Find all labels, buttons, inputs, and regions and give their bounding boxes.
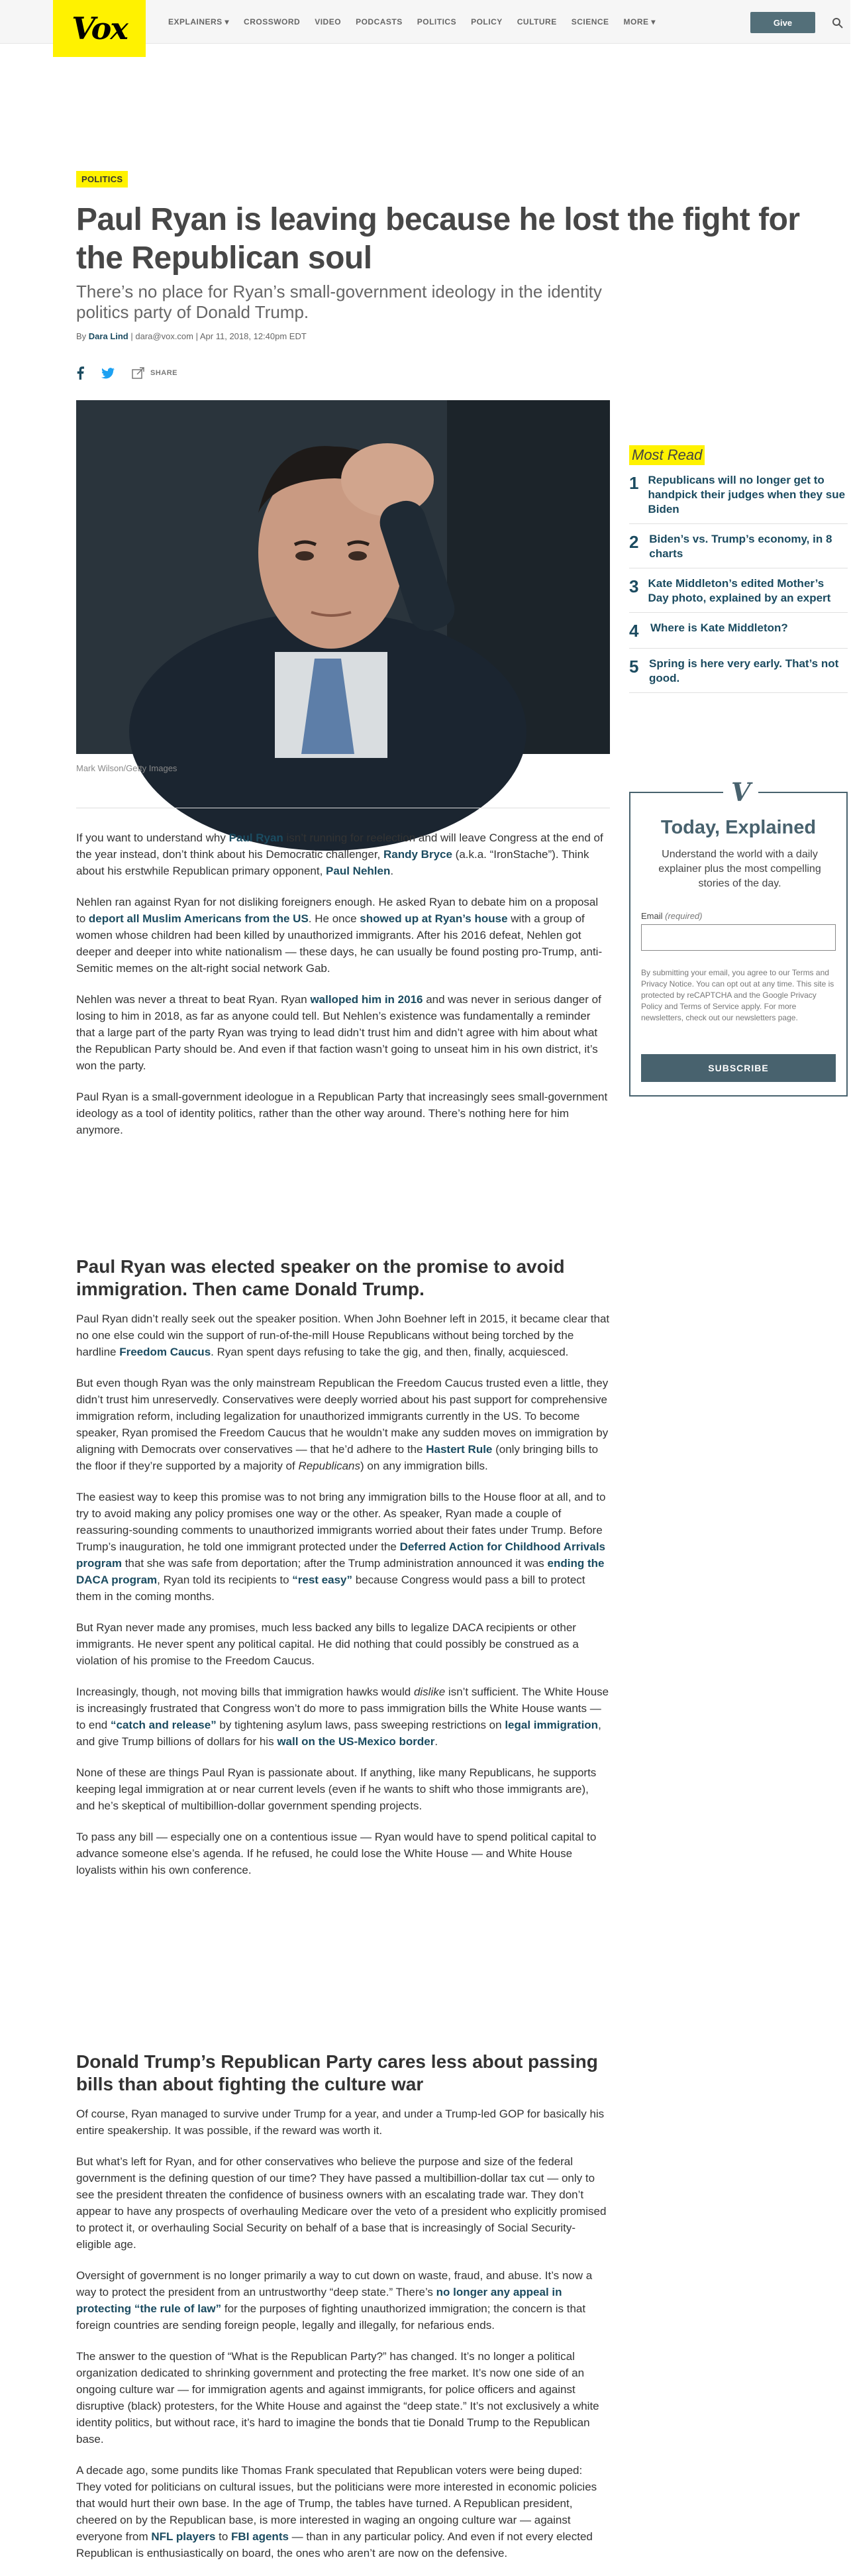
newsletter-signup — [629, 777, 848, 1097]
paragraph-5: Paul Ryan didn’t really seek out the speaker position. When John Boehner left in 2015, it became clear that no one else could win the support of run-of-the-mill House Republicans without being torched by the hardline Freedom Caucus. Ryan spent days refusing to take the gig, and then, finally, acquiesced. — [76, 1313, 610, 1358]
byline: By Dara Lind | dara@vox.com | Apr 11, 2018, 12:40pm EDT — [76, 331, 307, 341]
article-body-1 — [76, 830, 610, 1153]
paragraph-4: Paul Ryan is a small-government ideologue in a Republican Party that increasingly sees small-government ideology as a tool of identity politics, rather than the other way around. There’s nothing here for him anymore. — [76, 1091, 608, 1136]
most-read-item[interactable]: 3 Kate Middleton’s edited Mother’s Day photo, explained by an expert — [629, 568, 848, 613]
nav-culture[interactable]: CULTURE — [517, 17, 557, 27]
email-label: Email (required) — [641, 911, 703, 921]
hero-photo — [76, 400, 610, 754]
photo-illustration — [76, 400, 610, 754]
paragraph-12: Of course, Ryan managed to survive under Trump for a year, and under a Trump-led GOP for basically his entire speakership. It was possible, if the reward was worth it. — [76, 2108, 605, 2137]
article-body-3 — [76, 2106, 610, 2576]
paragraph-7: The easiest way to keep this promise was to not bring any immigration bills to the House floor at all, and to try to avoid making any policy promises one way or the other. As speaker, Ryan made a couple of reassuring-sounding comments to unauthorized immigrants worried about their fates under Trump. Before Trump’s inauguration, he told one immigrant protected under the Deferred Action for Childhood Arrivals program that she was safe from deportation; after the Trump administration announced it was ending the DACA program, Ryan told its recipients to “rest easy” because Congress would pass a bill to protect them in the coming months. — [76, 1491, 606, 1603]
newsletter-fine-print: By submitting your email, you agree to our Terms and Privacy Notice. You can opt out at any time. This site is protected by reCAPTCHA and the Google Privacy Policy and Terms of Service apply. For more newsletters, check out our newsletters page. — [641, 968, 834, 1022]
nav-more[interactable]: MORE ▾ — [623, 17, 656, 27]
link-walloped[interactable]: walloped him in 2016 — [310, 993, 423, 1006]
main-nav — [168, 17, 656, 27]
paragraph-14: Oversight of government is no longer primarily a way to cut down on waste, fraud, and abuse. It’s now a way to protect the president from an untrustworthy “deep state.” There’s no longer any appeal in protecting “the rule of law” for the purposes of fighting unauthorized immigration; the concern is that foreign countries are sending foreign people, legally and illegally, for nefarious ends. — [76, 2269, 593, 2332]
link-daca[interactable]: Deferred Action for Childhood Arrivals program — [76, 1540, 606, 1570]
paragraph-1: If you want to understand why Paul Ryan isn’t running for reelection and will leave Congress at the end of the year instead, don’t think about his Democratic challenger, Randy Bryce (a.k.a. “IronStache”). Think about his erstwhile Republican primary opponent, Paul Nehlen. — [76, 832, 603, 877]
most-read-title: Most Read — [629, 445, 705, 465]
paragraph-13: But what’s left for Ryan, and for other conservatives who believe the purpose and size of the federal government is the defining question of our time? They have passed a multibillion-dollar tax cut — only to see the president threaten the confidence of business owners with an escalating trade war. They don’t appear to have any prospects of overhauling Medicare over the veto of a president who explicitly promised to protect it, or overhauling Social Security on behalf of a base that is increasingly of Social Security-eligible age. — [76, 2155, 607, 2251]
paragraph-10: None of these are things Paul Ryan is passionate about. If anything, like many Republicans, he supports keeping legal immigration at or near current levels (even if he wants to shift who those immigrants are), and he’s skeptical of multibillion-dollar government spending projects. — [76, 1766, 597, 1812]
vox-logo[interactable]: Vox — [53, 0, 146, 57]
link-randy-bryce[interactable]: Randy Bryce — [383, 848, 452, 861]
paragraph-8: But Ryan never made any promises, much less backed any bills to legalize DACA recipients or other immigrants. He never spent any political capital. He did nothing that could possibly be construed as a violation of his promise to the Freedom Caucus. — [76, 1621, 579, 1667]
paragraph-16: A decade ago, some pundits like Thomas Frank speculated that Republican voters were being duped: They voted for politicians on cultural issues, but the politicians were more interested in economic policies that would hurt their own base. In the age of Trump, the tables have turned. A Republican president, cheered on by the Republican base, is more interested in waging an ongoing culture war — against everyone from NFL players to FBI agents — than in any particular policy. And even if not every elected Republican is enthusiastically on board, the ones who aren’t are now on the defensive. — [76, 2464, 597, 2559]
link-paul-nehlen[interactable]: Paul Nehlen — [326, 865, 391, 877]
article-body-2 — [76, 1311, 610, 1893]
search-icon[interactable] — [832, 17, 844, 29]
author-email[interactable]: dara@vox.com — [135, 331, 193, 341]
photo-credit: Mark Wilson/Getty Images — [76, 763, 177, 773]
paragraph-15: The answer to the question of “What is the Republican Party?” has changed. It’s no longer a political organization dedicated to shrinking government and protecting the free market. It’s now one side of an ongoing culture war — for immigration agents and against immigrants, for police officers and against disruptive (black) protesters, for the White House and against the “deep state.” It’s not exclusively a white identity politics, but without race, it’s hard to imagine the bonds that tie Donald Trump to the Republican base. — [76, 2350, 599, 2445]
paragraph-3: Nehlen was never a threat to beat Ryan. Ryan walloped him in 2016 and was never in serious danger of losing to him in 2018, as far as anyone could tell. But Nehlen’s existence was fundamentally a reminder that a large part of the party Ryan was trying to lead didn’t trust him and didn’t agree with him about what the Republican Party should be. And even if that faction wasn’t going to unseat him in his own district, it’s won the party. — [76, 993, 601, 1072]
paragraph-9: Increasingly, though, not moving bills that immigration hawks would dislike isn’t sufficient. The White House is increasingly frustrated that Congress won’t do more to pass immigration bills the White House wants — to end “catch and release” by tightening asylum laws, pass sweeping restrictions on legal immigration, and give Trump billions of dollars for his wall on the US-Mexico border. — [76, 1686, 609, 1748]
share-bar — [76, 366, 177, 380]
article-title: Paul Ryan is leaving because he lost the fight for the Republican soul — [76, 202, 800, 276]
give-button[interactable]: Give — [750, 12, 815, 33]
section-tag[interactable]: POLITICS — [76, 171, 128, 188]
nav-video[interactable]: VIDEO — [315, 17, 342, 27]
subhead-2: Donald Trump’s Republican Party cares less about passing bills than about fighting the culture war — [76, 2051, 598, 2094]
most-read-item[interactable]: 5 Spring is here very early. That’s not good. — [629, 649, 848, 693]
facebook-icon[interactable] — [76, 366, 84, 380]
most-read — [629, 445, 848, 693]
link-deport-muslims[interactable]: deport all Muslim Americans from the US — [88, 912, 309, 925]
link-hastert-rule[interactable]: Hastert Rule — [426, 1443, 493, 1456]
author-link[interactable]: Dara Lind — [88, 331, 128, 341]
twitter-icon[interactable] — [101, 368, 115, 379]
link-paul-ryan[interactable]: Paul Ryan — [228, 832, 283, 844]
share-label[interactable]: SHARE — [150, 369, 178, 377]
article-dek: There’s no place for Ryan’s small-government ideology in the identity politics party of Donald Trump. — [76, 282, 602, 322]
nav-podcasts[interactable]: PODCASTS — [356, 17, 403, 27]
share-icon[interactable] — [132, 367, 145, 379]
publish-date: Apr 11, 2018, 12:40pm EDT — [199, 331, 307, 341]
nav-politics[interactable]: POLITICS — [417, 17, 457, 27]
newsletter-title: Today, Explained — [660, 817, 817, 838]
link-fbi-agents[interactable]: FBI agents — [231, 2530, 289, 2543]
subhead-1: Paul Ryan was elected speaker on the promise to avoid immigration. Then came Donald Trump. — [76, 1256, 565, 1299]
nav-policy[interactable]: POLICY — [471, 17, 503, 27]
newsletter-desc: Understand the world with a daily explainer plus the most compelling stories of the day. — [658, 849, 821, 889]
link-rule-of-law[interactable]: no longer any appeal in protecting “the rule of law” — [76, 2286, 562, 2315]
link-rest-easy[interactable]: “rest easy” — [292, 1574, 352, 1586]
paragraph-11: To pass any bill — especially one on a contentious issue — Ryan would have to spend political capital to advance someone else’s agenda. If he refused, he could lose the White House — and White House loyalists within his own conference. — [76, 1831, 597, 1876]
link-catch-and-release[interactable]: “catch and release” — [111, 1719, 217, 1731]
most-read-item[interactable]: 2 Biden’s vs. Trump’s economy, in 8 charts — [629, 524, 848, 568]
nav-crossword[interactable]: CROSSWORD — [244, 17, 301, 27]
subscribe-button[interactable]: SUBSCRIBE — [641, 1054, 836, 1082]
link-ryans-house[interactable]: showed up at Ryan’s house — [360, 912, 508, 925]
link-legal-immigration[interactable]: legal immigration — [505, 1719, 599, 1731]
link-freedom-caucus[interactable]: Freedom Caucus — [119, 1346, 211, 1358]
site-header — [0, 0, 850, 44]
nav-explainers[interactable]: EXPLAINERS ▾ — [168, 17, 230, 27]
link-nfl-players[interactable]: NFL players — [151, 2530, 216, 2543]
email-field[interactable] — [641, 924, 836, 951]
vox-v-mark: V — [723, 777, 758, 807]
paragraph-2: Nehlen ran against Ryan for not disliking foreigners enough. He asked Ryan to debate him on a proposal to deport all Muslim Americans from the US. He once showed up at Ryan’s house with a group of women whose children had been killed by unauthorized immigrants. After his 2016 defeat, Nehlen got deeper and deeper into white nationalism — these days, he can usually be found posting pro-Trump, anti-Semitic memes on the alt-right social network Gab. — [76, 896, 603, 975]
most-read-item[interactable]: 4 Where is Kate Middleton? — [629, 613, 848, 649]
link-ending-daca[interactable]: ending the DACA program — [76, 1557, 605, 1586]
nav-science[interactable]: SCIENCE — [571, 17, 609, 27]
most-read-item[interactable]: 1 Republicans will no longer get to handpick their judges when they sue Biden — [629, 465, 848, 524]
paragraph-6: But even though Ryan was the only mainstream Republican the Freedom Caucus trusted even a little, they didn’t trust him unreservedly. Conservatives were deeply worried about his past support for comprehensive immigration reform, including legalization for unauthorized immigrants currently in the US. To become speaker, Ryan promised the Freedom Caucus that he wouldn’t make any sudden moves on immigration by aligning with Democrats over conservatives — that he’d adhere to the Hastert Rule (only bringing bills to the floor if they’re supported by a majority of Republicans) on any immigration bills. — [76, 1377, 609, 1472]
link-border-wall[interactable]: wall on the US-Mexico border — [277, 1735, 435, 1748]
